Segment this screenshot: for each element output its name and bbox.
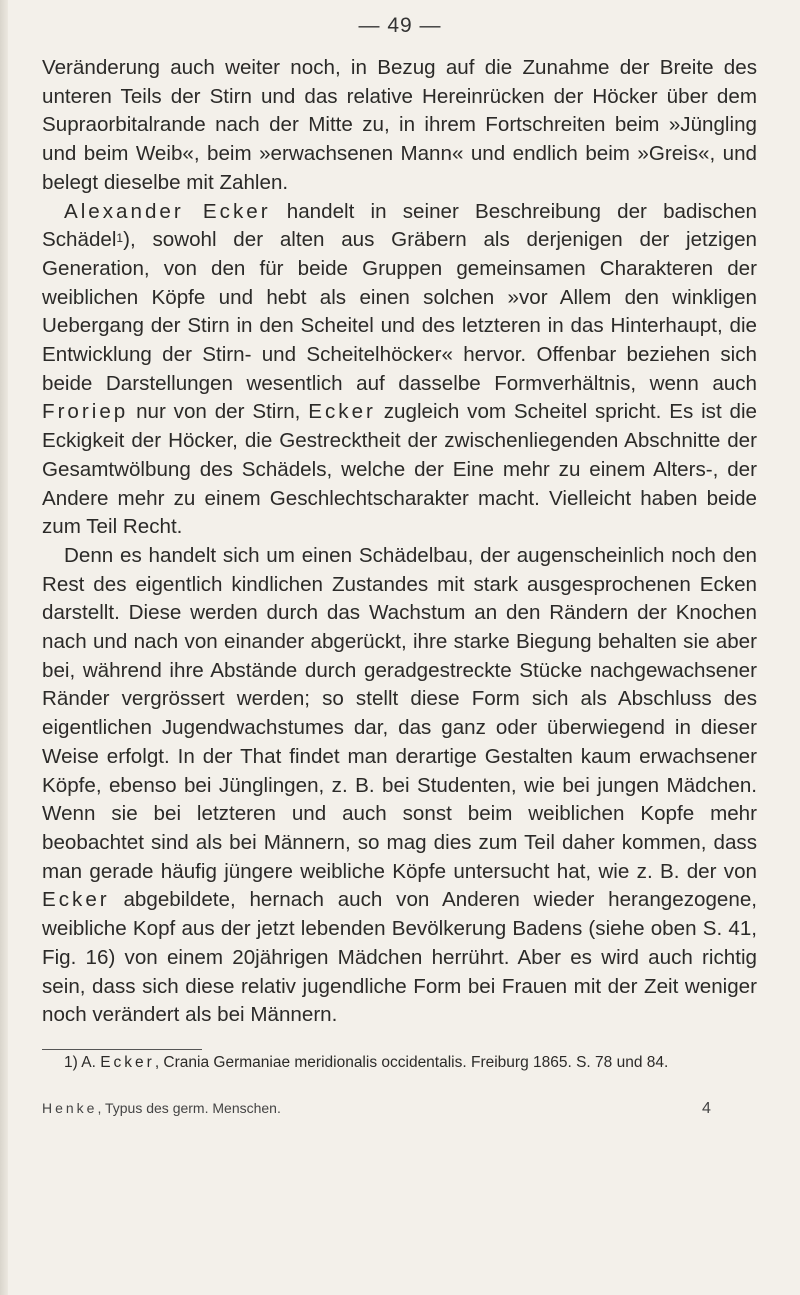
footnote-citation: , Crania Germaniae meridionalis occidentalis. Freiburg 1865. S. 78 und 84. (154, 1054, 669, 1071)
page-number: — 49 — (358, 14, 442, 37)
paragraph-3-text-a: Denn es handelt sich um einen Schädelbau, der augenscheinlich noch den Rest des eigentlich kindlichen Zustandes mit stark ausgesprochenen Ecken darstellt. Diese werden durch das Wachstum an den Rändern der Knochen nach und nach von einander abgerückt, ihre starke Biegung behalten sie aber bei, während ihre Abstände durch geradgestreckte Stücke nachgewachsener Ränder vergrössert werden; so stellt diese Form sich als Abschluss des eigentlichen Jugendwachstumes dar, das ganz oder überwiegend in dieser Weise erfolgt. In der That findet man derartige Gestalten kaum erwachsener Köpfe, ebenso bei Jünglingen, z. B. bei Studenten, wie bei jungen Mädchen. Wenn sie bei letzteren und auch sonst beim weiblichen Kopfe mehr beobachtet sind als bei Männern, so mag dies zum Teil daher kommen, dass man gerade häufig jüngere weibliche Köpfe untersucht hat, wie z. B. der von (42, 543, 757, 883)
paragraph-3 (42, 542, 757, 1030)
footnote-marker[interactable]: 1 (116, 231, 124, 246)
paragraph-2-text-c: nur von der Stirn, (128, 400, 309, 424)
signature-title: , Typus des germ. Menschen. (97, 1100, 281, 1116)
paragraph-3-text-b: abgebildete, hernach auch von Anderen wieder herangezogene, weibliche Kopf aus der jetzt lebenden Bevölkerung Badens (siehe oben S. 41, Fig. 16) von einem 20jährigen Mädchen herrührt. Aber es wird auch richtig sein, dass sich diese relativ jugendliche Form bei Frauen mit der Zeit weniger noch verändert als bei Männern. (42, 888, 757, 1027)
paragraph-2-text-d: zugleich vom Scheitel spricht. Es ist die Eckigkeit der Höcker, die Gestrecktheit der zwischenliegenden Abschnitte der Gesamtwölbung des Schädels, welche der Eine mehr zu einem Alters-, der Andere mehr zu einem Geschlechtscharakter macht. Vielleicht haben beide zum Teil Recht. (42, 400, 758, 539)
author-name-ecker: Alexander Ecker (64, 199, 271, 223)
footnote-marker-label: 1) A. (64, 1054, 101, 1071)
author-name-ecker-3: Ecker (42, 888, 110, 912)
author-name-ecker-2: Ecker (308, 400, 376, 424)
printer-signature (42, 1100, 757, 1116)
paragraph-2 (42, 198, 757, 542)
footnote-text (42, 1052, 757, 1074)
paragraph-2-text-b: ), sowohl der alten aus Gräbern als derjenigen der jetzigen Generation, von den für beide Gruppen gemeinsamen Charakteren der weiblichen Köpfe und hebt als einen solchen »vor Allem den winkligen Uebergang der Stirn in den Scheitel und des letzteren in das Hinterhaupt, die Entwicklung der Stirn- und Scheitelhöcker« hervor. Offenbar beziehen sich beide Darstellungen wesentlich auf dasselbe Formverhältnis, wenn auch (42, 228, 757, 395)
author-name-froriep: Froriep (42, 400, 129, 424)
footnote (42, 1052, 757, 1074)
sheet-number: 4 (702, 1100, 711, 1117)
signature-author: Henke (42, 1100, 98, 1116)
page-spine-edge (0, 0, 8, 1295)
footnote-author: Ecker (100, 1054, 155, 1071)
body-text (42, 54, 757, 1030)
footnote-divider (42, 1049, 202, 1050)
paragraph-2-text-a: handelt in seiner Beschreibung der badischen Schädel (42, 199, 757, 252)
paragraph-1: Veränderung auch weiter noch, in Bezug auf die Zunahme der Breite des unteren Teils der Stirn und das relative Hereinrücken der Höcker über dem Supraorbitalrande nach der Mitte zu, in ihrem Fortschreiten beim »Jüngling und beim Weib«, beim »erwachsenen Mann« und endlich beim »Greis«, und belegt dieselbe mit Zahlen. (42, 56, 757, 194)
